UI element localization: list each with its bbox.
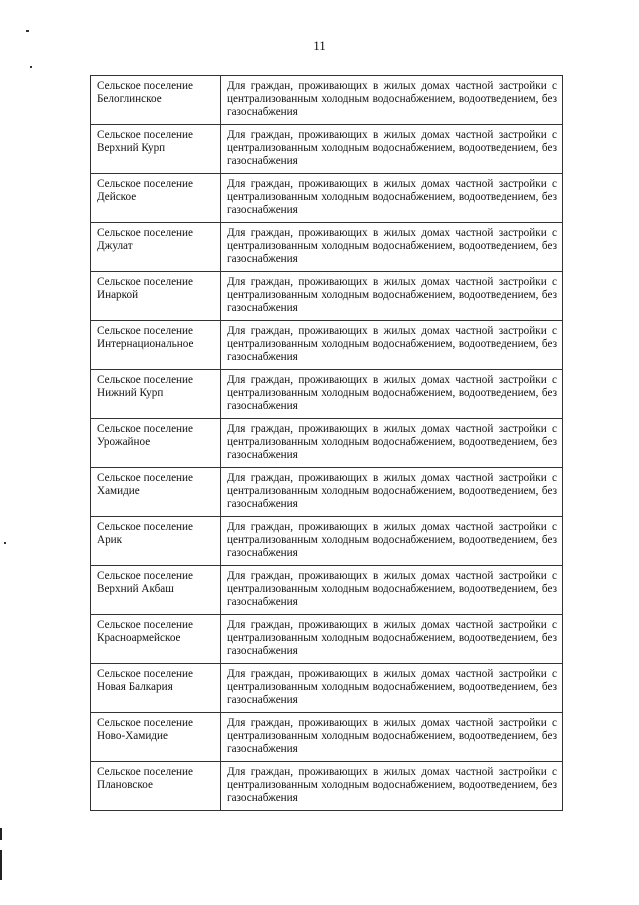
- tariff-description-cell: Для граждан, проживающих в жилых домах частной застройки с централизованным холодным водоснабжением, водоотведением, без газоснабжения: [221, 664, 563, 713]
- settlement-name-cell: [91, 321, 221, 370]
- table-row: [91, 664, 563, 713]
- table-row: [91, 321, 563, 370]
- settlement-type: Сельское поселение: [97, 472, 193, 484]
- tariff-description-cell: Для граждан, проживающих в жилых домах частной застройки с централизованным холодным водоснабжением, водоотведением, без газоснабжения: [221, 468, 563, 517]
- settlement-name-cell: [91, 125, 221, 174]
- settlement-name-cell: [91, 713, 221, 762]
- scan-speck: [4, 542, 6, 544]
- tariff-description-cell: Для граждан, проживающих в жилых домах частной застройки с централизованным холодным водоснабжением, водоотведением, без газоснабжения: [221, 566, 563, 615]
- settlement-name-cell: [91, 762, 221, 811]
- tariff-description-cell: Для граждан, проживающих в жилых домах частной застройки с централизованным холодным водоснабжением, водоотведением, без газоснабжения: [221, 419, 563, 468]
- scan-edge-mark: [0, 828, 2, 840]
- table-row: [91, 468, 563, 517]
- table-row: [91, 174, 563, 223]
- settlement-name: Новая Балкария: [97, 681, 173, 693]
- settlement-type: Сельское поселение: [97, 521, 193, 533]
- settlement-name-cell: [91, 468, 221, 517]
- settlement-name: Инаркой: [97, 289, 139, 301]
- table-row: [91, 76, 563, 125]
- settlement-name-cell: [91, 517, 221, 566]
- table-row: [91, 223, 563, 272]
- settlement-type: Сельское поселение: [97, 374, 193, 386]
- tariff-description-cell: Для граждан, проживающих в жилых домах частной застройки с централизованным холодным водоснабжением, водоотведением, без газоснабжения: [221, 615, 563, 664]
- settlement-name: Дейское: [97, 191, 137, 203]
- tariff-description-cell: Для граждан, проживающих в жилых домах частной застройки с централизованным холодным водоснабжением, водоотведением, без газоснабжения: [221, 272, 563, 321]
- settlement-name-cell: [91, 615, 221, 664]
- settlement-name: Нижний Курп: [97, 387, 164, 399]
- settlement-type: Сельское поселение: [97, 619, 193, 631]
- scan-edge-mark: [0, 850, 2, 880]
- table-row: [91, 517, 563, 566]
- settlement-type: Сельское поселение: [97, 178, 193, 190]
- table-row: [91, 419, 563, 468]
- settlement-name-cell: [91, 566, 221, 615]
- settlement-name: Верхний Акбаш: [97, 583, 174, 595]
- table-row: [91, 125, 563, 174]
- settlement-type: Сельское поселение: [97, 570, 193, 582]
- scan-speck: [30, 66, 32, 68]
- tariff-description-cell: Для граждан, проживающих в жилых домах частной застройки с централизованным холодным водоснабжением, водоотведением, без газоснабжения: [221, 370, 563, 419]
- settlement-type: Сельское поселение: [97, 325, 193, 337]
- settlement-name-cell: [91, 174, 221, 223]
- settlement-type: Сельское поселение: [97, 423, 193, 435]
- table-body: [91, 76, 563, 811]
- settlement-name-cell: [91, 223, 221, 272]
- tariff-description-cell: Для граждан, проживающих в жилых домах частной застройки с централизованным холодным водоснабжением, водоотведением, без газоснабжения: [221, 174, 563, 223]
- tariff-description-cell: Для граждан, проживающих в жилых домах частной застройки с централизованным холодным водоснабжением, водоотведением, без газоснабжения: [221, 762, 563, 811]
- settlement-type: Сельское поселение: [97, 276, 193, 288]
- settlement-name: Ново-Хамидие: [97, 730, 168, 742]
- table-row: [91, 272, 563, 321]
- settlement-name: Плановское: [97, 779, 153, 791]
- table-row: [91, 370, 563, 419]
- table-row: [91, 566, 563, 615]
- scan-speck: [26, 30, 29, 32]
- settlement-type: Сельское поселение: [97, 227, 193, 239]
- settlement-name: Хамидие: [97, 485, 140, 497]
- settlement-name-cell: [91, 76, 221, 125]
- tariff-description-cell: Для граждан, проживающих в жилых домах частной застройки с централизованным холодным водоснабжением, водоотведением, без газоснабжения: [221, 125, 563, 174]
- settlement-name-cell: [91, 419, 221, 468]
- settlement-name: Джулат: [97, 240, 133, 252]
- settlement-name-cell: [91, 370, 221, 419]
- tariff-description-cell: Для граждан, проживающих в жилых домах частной застройки с централизованным холодным водоснабжением, водоотведением, без газоснабжения: [221, 517, 563, 566]
- settlement-name: Верхний Курп: [97, 142, 166, 154]
- settlement-type: Сельское поселение: [97, 80, 193, 92]
- tariff-description-cell: Для граждан, проживающих в жилых домах частной застройки с централизованным холодным водоснабжением, водоотведением, без газоснабжения: [221, 713, 563, 762]
- settlement-name: Белоглинское: [97, 93, 162, 105]
- settlement-name: Арик: [97, 534, 123, 546]
- settlement-name: Красноармейское: [97, 632, 181, 644]
- settlement-type: Сельское поселение: [97, 766, 193, 778]
- settlement-name: Интернациональное: [97, 338, 194, 350]
- tariff-description-cell: Для граждан, проживающих в жилых домах частной застройки с централизованным холодным водоснабжением, водоотведением, без газоснабжения: [221, 76, 563, 125]
- tariff-description-cell: Для граждан, проживающих в жилых домах частной застройки с централизованным холодным водоснабжением, водоотведением, без газоснабжения: [221, 223, 563, 272]
- settlement-name: Урожайное: [97, 436, 151, 448]
- tariff-description-cell: Для граждан, проживающих в жилых домах частной застройки с централизованным холодным водоснабжением, водоотведением, без газоснабжения: [221, 321, 563, 370]
- table-row: [91, 615, 563, 664]
- table-row: [91, 762, 563, 811]
- settlement-name-cell: [91, 272, 221, 321]
- settlement-type: Сельское поселение: [97, 129, 193, 141]
- settlement-name-cell: [91, 664, 221, 713]
- page-number: 11: [313, 38, 326, 53]
- table-row: [91, 713, 563, 762]
- settlement-type: Сельское поселение: [97, 717, 193, 729]
- settlement-type: Сельское поселение: [97, 668, 193, 680]
- settlements-table: [90, 75, 563, 811]
